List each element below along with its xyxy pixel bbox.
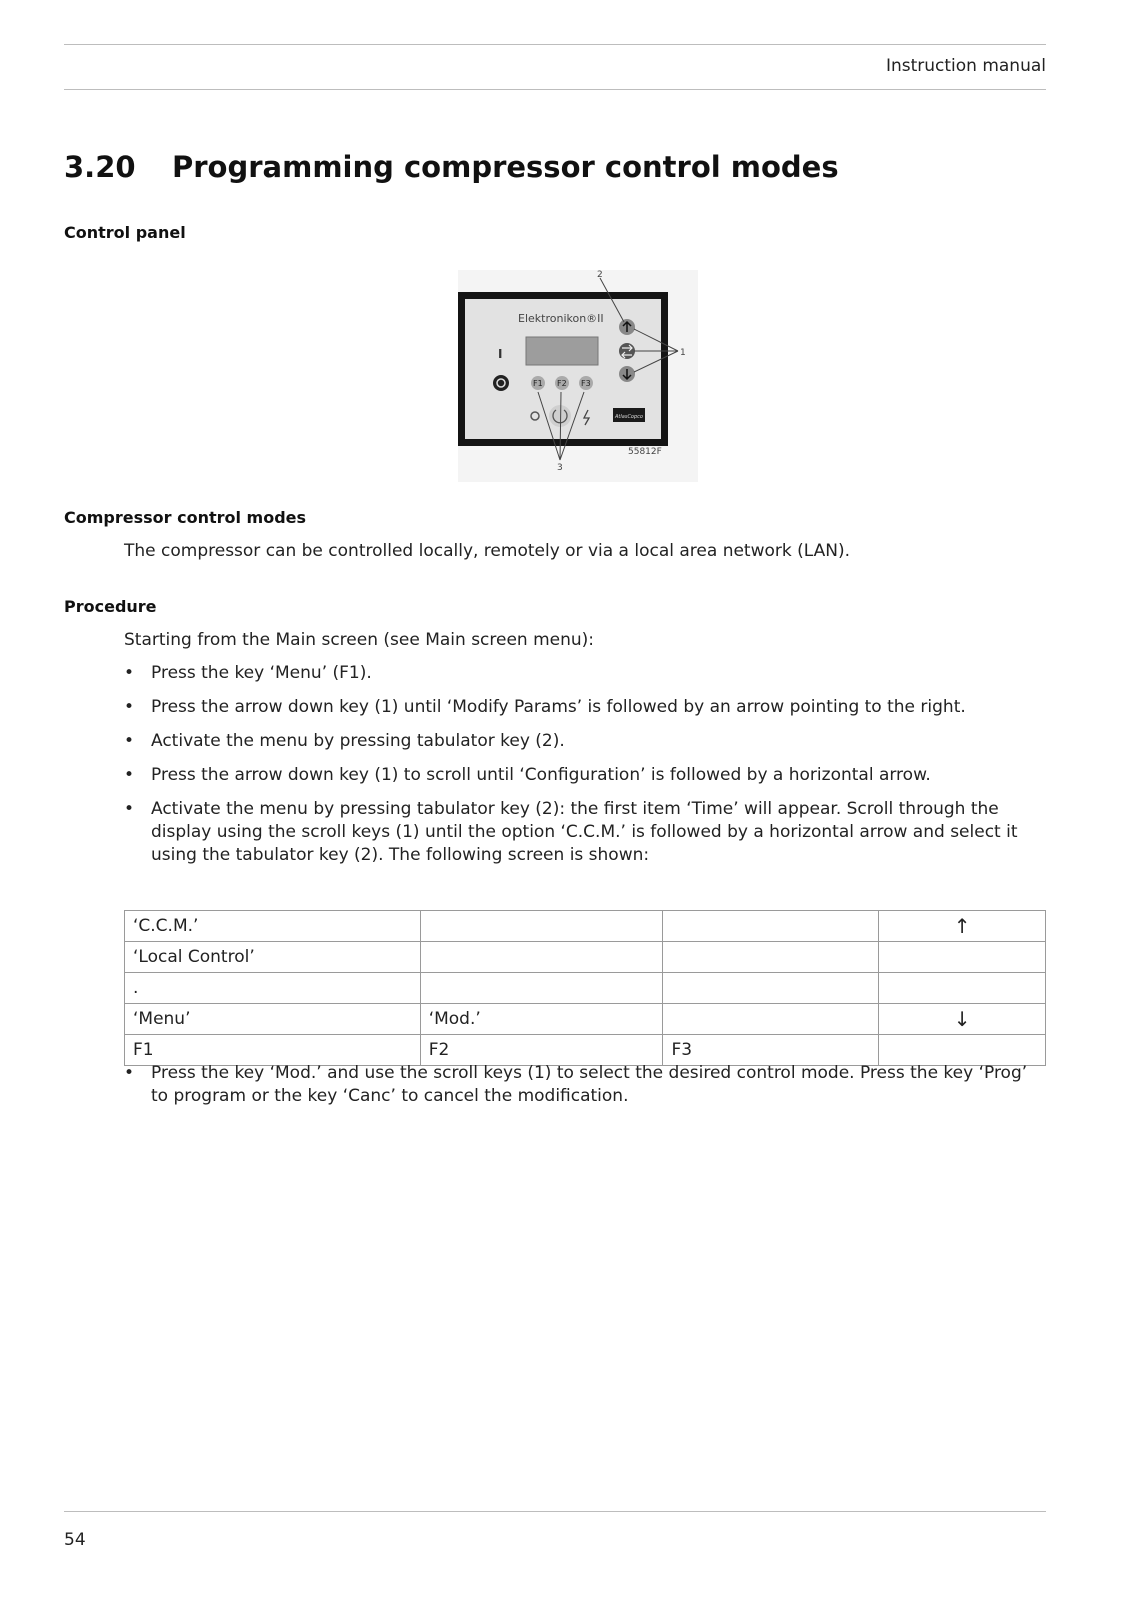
table-row — [125, 1035, 1046, 1066]
section-title-text: Programming compressor control modes — [172, 150, 839, 184]
arrow-up-icon: ↑ — [879, 911, 1046, 942]
table-cell — [420, 942, 663, 973]
screen-table — [124, 910, 1046, 1066]
table-cell — [663, 911, 879, 942]
list-item — [124, 764, 1044, 787]
table-cell — [663, 973, 879, 1004]
bullet-icon: • — [124, 765, 135, 785]
callout-1: 1 — [680, 348, 686, 358]
power-led-icon — [549, 405, 571, 427]
bullet-icon: • — [124, 663, 135, 683]
f3-key-label: F3 — [581, 379, 591, 388]
table-cell — [420, 973, 663, 1004]
step-text: Press the arrow down key (1) to scroll until ‘Configuration’ is followed by a horizontal arrow. — [151, 765, 931, 785]
table-row — [125, 911, 1046, 942]
arrow-down-icon: ↓ — [879, 1004, 1046, 1035]
table-cell: . — [125, 973, 421, 1004]
table-cell — [879, 973, 1046, 1004]
control-panel-figure — [458, 270, 698, 482]
step-text: Activate the menu by pressing tabulator key (2). — [151, 731, 565, 751]
list-item — [124, 1062, 1044, 1108]
step-text: Press the arrow down key (1) until ‘Modify Params’ is followed by an arrow pointing to the right. — [151, 697, 966, 717]
table-cell: F3 — [663, 1035, 879, 1066]
table-cell — [663, 942, 879, 973]
modes-heading: Compressor control modes — [64, 508, 307, 527]
procedure-heading: Procedure — [64, 597, 157, 616]
table-cell — [879, 1035, 1046, 1066]
bullet-icon: • — [124, 697, 135, 717]
table-cell — [663, 1004, 879, 1035]
procedure-steps — [124, 662, 1044, 878]
modes-text: The compressor can be controlled locally, remotely or via a local area network (LAN). — [124, 541, 851, 561]
bullet-icon: • — [124, 731, 135, 751]
table-row — [125, 942, 1046, 973]
section-number: 3.20 — [64, 150, 136, 184]
f1-key-label: F1 — [533, 379, 543, 388]
footer-rule — [64, 1511, 1046, 1512]
brand-label: Elektronikon®II — [518, 312, 604, 325]
tab-key-icon — [619, 343, 635, 359]
procedure-intro: Starting from the Main screen (see Main screen menu): — [124, 630, 595, 650]
list-item — [124, 662, 1044, 685]
callout-2: 2 — [597, 270, 603, 280]
table-cell: F1 — [125, 1035, 421, 1066]
header-rule-bottom — [64, 89, 1046, 90]
table-cell: ‘Local Control’ — [125, 942, 421, 973]
section-title — [64, 150, 839, 184]
table-cell — [420, 911, 663, 942]
list-item — [124, 798, 1044, 867]
callout-3: 3 — [557, 463, 563, 473]
table-cell: ‘Mod.’ — [420, 1004, 663, 1035]
bullet-icon: • — [124, 799, 135, 819]
table-row — [125, 1004, 1046, 1035]
running-header: Instruction manual — [885, 56, 1046, 76]
start-button-icon: I — [498, 347, 503, 361]
figure-code: 55812F — [628, 447, 662, 457]
bullet-icon: • — [124, 1063, 135, 1083]
list-item — [124, 696, 1044, 719]
procedure-final-step — [124, 1062, 1044, 1119]
logo-text: AtlasCopco — [615, 414, 643, 420]
step-text: Press the key ‘Mod.’ and use the scroll keys (1) to select the desired control mode. Press the key ‘Prog’ to program or the key ‘Canc’ to cancel the modification. — [151, 1063, 1028, 1106]
table-cell: ‘C.C.M.’ — [125, 911, 421, 942]
table-cell: ‘Menu’ — [125, 1004, 421, 1035]
step-text: Press the key ‘Menu’ (F1). — [151, 663, 372, 683]
stop-button-icon — [493, 375, 509, 391]
f2-key-label: F2 — [557, 379, 567, 388]
header-rule-top — [64, 44, 1046, 45]
table-cell — [879, 942, 1046, 973]
control-panel-heading: Control panel — [64, 223, 186, 242]
display-window — [526, 337, 598, 365]
list-item — [124, 730, 1044, 753]
step-text: Activate the menu by pressing tabulator key (2): the first item ‘Time’ will appear. Scroll through the display using the scroll keys (1) until the option ‘C.C.M.’ is followed by a horizontal arrow and select it using the tabulator key (2). The following screen is shown: — [151, 799, 1018, 865]
table-row — [125, 973, 1046, 1004]
table-cell: F2 — [420, 1035, 663, 1066]
page-number: 54 — [64, 1530, 86, 1550]
